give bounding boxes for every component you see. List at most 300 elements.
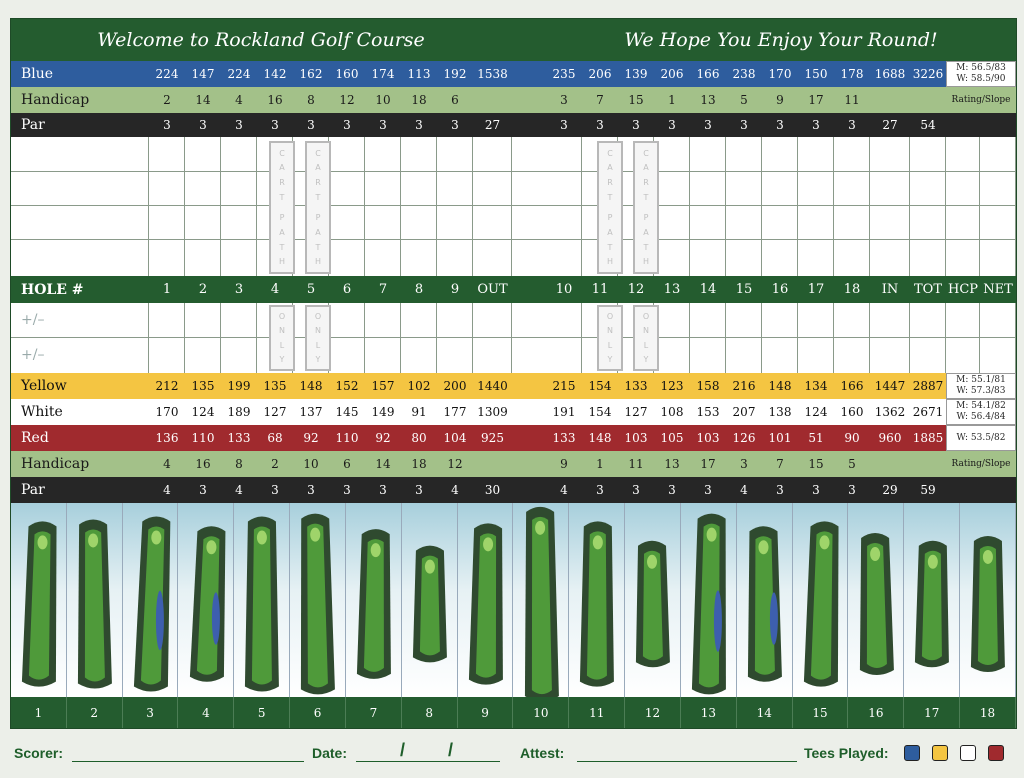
hole-number: 5 <box>306 282 316 297</box>
hole-map-graphic <box>625 503 681 697</box>
score-cell[interactable] <box>437 205 473 239</box>
score-cell[interactable] <box>946 303 980 337</box>
value-cell: 235 <box>552 67 576 81</box>
value-cell: 1362 <box>874 405 906 419</box>
green-shape <box>425 560 435 574</box>
cart-path-letter: N <box>279 326 285 336</box>
value-cell: 6 <box>451 93 459 107</box>
score-cell[interactable] <box>910 171 946 205</box>
score-cell[interactable] <box>870 171 910 205</box>
score-cell[interactable] <box>726 337 762 373</box>
hole-strip-number: 17 <box>904 697 960 728</box>
hole-strip-number: 18 <box>960 697 1016 728</box>
score-cell[interactable] <box>401 303 437 337</box>
scorecard <box>10 18 1017 729</box>
score-cell[interactable] <box>870 137 910 171</box>
row-handicap-bottom <box>11 451 1016 477</box>
score-cell[interactable] <box>762 303 798 337</box>
score-cell[interactable] <box>149 303 185 337</box>
score-cell[interactable] <box>910 239 946 276</box>
score-cell[interactable] <box>654 137 690 171</box>
cart-path-letter: R <box>643 178 649 188</box>
value-cell: 102 <box>407 379 431 393</box>
value-cell: 17 <box>700 457 716 471</box>
score-cell[interactable] <box>762 171 798 205</box>
value-cell: 3 <box>848 118 856 132</box>
score-cell[interactable] <box>365 239 401 276</box>
score-cell[interactable] <box>365 137 401 171</box>
score-cell[interactable] <box>473 205 512 239</box>
score-cell[interactable] <box>437 239 473 276</box>
hole-map-graphic <box>737 503 793 697</box>
score-cell[interactable] <box>473 239 512 276</box>
score-cell[interactable] <box>365 205 401 239</box>
score-cell[interactable] <box>980 337 1016 373</box>
scorer-line[interactable] <box>72 761 304 762</box>
date-line[interactable] <box>356 761 500 762</box>
cart-path-letter: N <box>315 326 321 336</box>
cart-path-letter: L <box>279 340 285 350</box>
score-cell[interactable] <box>870 239 910 276</box>
score-cell[interactable] <box>365 303 401 337</box>
score-cell[interactable] <box>690 171 726 205</box>
hole-map-18 <box>960 503 1016 697</box>
hole-map-graphic <box>458 503 514 697</box>
score-cell[interactable] <box>798 137 834 171</box>
score-cell[interactable] <box>329 303 365 337</box>
row-blank3 <box>11 205 1016 240</box>
value-cell: 137 <box>299 405 323 419</box>
rating-slope: Rating/Slope <box>951 95 1011 105</box>
hole-strip-number: 10 <box>514 697 570 728</box>
value-cell: 148 <box>299 379 323 393</box>
cart-path-letter: Y <box>643 354 649 364</box>
value-cell: 51 <box>808 431 824 445</box>
tee-checkbox-blue[interactable] <box>904 745 920 761</box>
score-cell[interactable] <box>654 171 690 205</box>
cart-path-letter: A <box>643 227 649 237</box>
cart-path-only-marker <box>269 305 295 371</box>
value-cell: 2671 <box>912 405 944 419</box>
value-cell: 1440 <box>477 379 508 393</box>
row-blue <box>11 61 1016 87</box>
cart-path-letter: T <box>643 192 649 202</box>
score-cell[interactable] <box>329 171 365 205</box>
value-cell: 3 <box>740 457 748 471</box>
value-cell: 14 <box>375 457 391 471</box>
score-cell[interactable] <box>546 337 582 373</box>
score-cell[interactable] <box>690 337 726 373</box>
value-cell: 9 <box>560 457 568 471</box>
score-cell[interactable] <box>946 137 980 171</box>
value-cell: 9 <box>776 93 784 107</box>
row-pm2 <box>11 337 1016 374</box>
hole-strip-number: 9 <box>458 697 514 728</box>
tee-checkbox-yellow[interactable] <box>932 745 948 761</box>
value-cell: 133 <box>552 431 576 445</box>
value-cell: 3 <box>668 118 676 132</box>
score-cell[interactable] <box>149 337 185 373</box>
value-cell: 3 <box>307 483 315 497</box>
hole-number: OUT <box>477 282 508 297</box>
score-cell[interactable] <box>546 303 582 337</box>
cart-path-letter: O <box>314 312 322 322</box>
score-cell[interactable] <box>798 303 834 337</box>
score-cell[interactable] <box>546 205 582 239</box>
score-cell[interactable] <box>910 303 946 337</box>
score-cell[interactable] <box>870 303 910 337</box>
hole-map-11 <box>569 503 625 697</box>
row-par-bottom <box>11 477 1016 503</box>
value-cell: 110 <box>335 431 359 445</box>
score-cell[interactable] <box>726 239 762 276</box>
hole-strip-number: 13 <box>681 697 737 728</box>
score-cell[interactable] <box>690 303 726 337</box>
score-cell[interactable] <box>654 205 690 239</box>
score-cell[interactable] <box>221 171 257 205</box>
value-cell: 8 <box>235 457 243 471</box>
value-cell: 10 <box>375 93 391 107</box>
score-cell[interactable] <box>946 337 980 373</box>
cart-path-letter: O <box>642 312 650 322</box>
value-cell: 3 <box>271 118 279 132</box>
score-cell[interactable] <box>980 205 1016 239</box>
scorer-label: Scorer: <box>14 745 64 761</box>
value-cell: 4 <box>740 483 748 497</box>
score-cell[interactable] <box>980 303 1016 337</box>
value-cell: 3 <box>379 483 387 497</box>
row-red <box>11 425 1016 451</box>
hole-number: 1 <box>162 282 172 297</box>
value-cell: 1447 <box>874 379 906 393</box>
hole-number: 16 <box>771 282 789 297</box>
hole-map-8 <box>402 503 458 697</box>
hole-map-graphic <box>290 503 346 697</box>
score-cell[interactable] <box>401 171 437 205</box>
score-cell[interactable] <box>798 205 834 239</box>
value-cell: 189 <box>227 405 251 419</box>
value-cell: 29 <box>882 483 898 497</box>
value-cell: 13 <box>664 457 680 471</box>
value-cell: 124 <box>804 405 828 419</box>
score-cell[interactable] <box>834 137 870 171</box>
hole-number: 13 <box>663 282 681 297</box>
hole-number: 4 <box>270 282 280 297</box>
value-cell: 3 <box>163 118 171 132</box>
score-cell[interactable] <box>726 137 762 171</box>
value-cell: 3 <box>596 118 604 132</box>
hole-map-6 <box>290 503 346 697</box>
value-cell: 154 <box>588 405 612 419</box>
score-cell[interactable] <box>473 303 512 337</box>
score-cell[interactable] <box>221 337 257 373</box>
score-cell[interactable] <box>437 303 473 337</box>
cart-path-letter: A <box>279 163 285 173</box>
row-handicap-top <box>11 87 1016 113</box>
score-cell[interactable] <box>798 239 834 276</box>
cart-path-letter: A <box>315 163 321 173</box>
hole-number: TOT <box>914 282 942 297</box>
value-cell: 160 <box>335 67 359 81</box>
hole-map-15 <box>793 503 849 697</box>
score-cell[interactable] <box>654 337 690 373</box>
score-cell[interactable] <box>221 303 257 337</box>
value-cell: 27 <box>484 118 501 132</box>
score-cell[interactable] <box>437 171 473 205</box>
value-cell: 5 <box>848 457 856 471</box>
score-cell[interactable] <box>473 137 512 171</box>
score-cell[interactable] <box>798 337 834 373</box>
score-cell[interactable] <box>221 205 257 239</box>
score-cell[interactable] <box>437 137 473 171</box>
cart-path-marker <box>633 141 659 274</box>
value-cell <box>870 451 910 477</box>
green-shape <box>38 535 48 549</box>
score-cell[interactable] <box>401 137 437 171</box>
hole-number: HCP <box>947 282 979 297</box>
score-cell[interactable] <box>798 171 834 205</box>
score-cell[interactable] <box>329 239 365 276</box>
rating-line: M: 54.1/82 <box>956 401 1006 411</box>
value-cell: 3226 <box>912 67 944 81</box>
cart-path-letter: P <box>315 213 321 223</box>
score-cell[interactable] <box>546 239 582 276</box>
value-cell: 127 <box>263 405 287 419</box>
hole-number: 15 <box>735 282 753 297</box>
score-cell[interactable] <box>834 239 870 276</box>
score-cell[interactable] <box>473 171 512 205</box>
cart-path-only-marker <box>597 305 623 371</box>
score-cell[interactable] <box>980 171 1016 205</box>
score-cell[interactable] <box>910 205 946 239</box>
value-cell: 150 <box>804 67 828 81</box>
hole-strip-number: 14 <box>737 697 793 728</box>
hole-strip-number: 11 <box>569 697 625 728</box>
score-cell[interactable] <box>185 337 221 373</box>
value-cell: 215 <box>552 379 576 393</box>
value-cell: 3 <box>668 483 676 497</box>
hole-map-9 <box>458 503 514 697</box>
value-cell: 925 <box>481 431 504 445</box>
score-cell[interactable] <box>946 171 980 205</box>
score-cell[interactable] <box>221 137 257 171</box>
score-cell[interactable] <box>910 137 946 171</box>
hole-number: 2 <box>198 282 208 297</box>
score-cell[interactable] <box>546 171 582 205</box>
value-cell: 157 <box>371 379 395 393</box>
hole-strip-number: 7 <box>346 697 402 728</box>
score-cell[interactable] <box>946 239 980 276</box>
cart-path-letter: P <box>279 213 285 223</box>
rating-slope <box>946 61 1016 87</box>
rating-line: W: 56.4/84 <box>956 412 1006 422</box>
value-cell: 3 <box>271 483 279 497</box>
score-cell[interactable] <box>762 337 798 373</box>
score-cell[interactable] <box>762 137 798 171</box>
value-cell: 18 <box>411 457 427 471</box>
value-cell: 160 <box>840 405 864 419</box>
score-cell[interactable] <box>401 337 437 373</box>
value-cell: 3 <box>235 118 243 132</box>
score-cell[interactable] <box>149 171 185 205</box>
hole-map-14 <box>737 503 793 697</box>
green-shape <box>928 555 938 569</box>
cart-path-letter: T <box>279 242 285 252</box>
score-cell[interactable] <box>834 205 870 239</box>
row-white <box>11 399 1016 426</box>
hole-strip-number: 2 <box>67 697 123 728</box>
water-hazard-shape <box>770 592 778 644</box>
tee-checkbox-white[interactable] <box>960 745 976 761</box>
value-cell: 92 <box>375 431 391 445</box>
value-cell: 3 <box>812 483 820 497</box>
value-cell: 142 <box>263 67 287 81</box>
score-cell[interactable] <box>221 239 257 276</box>
score-cell[interactable] <box>980 137 1016 171</box>
value-cell: 199 <box>227 379 251 393</box>
score-cell[interactable] <box>473 337 512 373</box>
row-hole <box>11 276 1016 303</box>
value-cell: 153 <box>696 405 720 419</box>
green-shape <box>310 528 320 542</box>
welcome-title: Welcome to Rockland Golf Course <box>97 29 425 51</box>
score-cell[interactable] <box>726 171 762 205</box>
cart-path-letter: H <box>642 257 649 267</box>
white-label: White <box>21 404 63 420</box>
score-cell[interactable] <box>690 205 726 239</box>
score-cell[interactable] <box>185 239 221 276</box>
value-cell: 4 <box>560 483 568 497</box>
value-cell: 216 <box>732 379 756 393</box>
par-top-label: Par <box>21 117 45 133</box>
hole-map-3 <box>123 503 179 697</box>
value-cell: 1 <box>596 457 604 471</box>
cart-path-letter: T <box>315 192 321 202</box>
cart-path-letter: Y <box>315 354 321 364</box>
value-cell: 7 <box>596 93 604 107</box>
hole-map-graphic <box>123 503 179 697</box>
value-cell <box>870 87 910 113</box>
value-cell: 207 <box>732 405 756 419</box>
score-cell[interactable] <box>834 171 870 205</box>
green-shape <box>371 543 381 557</box>
value-cell: 1688 <box>874 67 906 81</box>
value-cell: 3 <box>776 483 784 497</box>
score-cell[interactable] <box>726 303 762 337</box>
value-cell: 139 <box>624 67 648 81</box>
score-cell[interactable] <box>870 337 910 373</box>
hole-map-16 <box>849 503 905 697</box>
score-cell[interactable] <box>437 337 473 373</box>
score-cell[interactable] <box>185 303 221 337</box>
score-cell[interactable] <box>546 137 582 171</box>
score-cell[interactable] <box>762 205 798 239</box>
value-cell: 7 <box>776 457 784 471</box>
score-cell[interactable] <box>946 205 980 239</box>
score-name-cell[interactable] <box>11 205 149 239</box>
score-cell[interactable] <box>654 239 690 276</box>
value-cell: 4 <box>235 93 243 107</box>
score-cell[interactable] <box>870 205 910 239</box>
score-cell[interactable] <box>726 205 762 239</box>
score-cell[interactable] <box>980 239 1016 276</box>
value-cell: 30 <box>484 483 501 497</box>
cart-path-letter: R <box>607 178 613 188</box>
cart-path-letter: A <box>607 163 613 173</box>
score-cell[interactable] <box>401 239 437 276</box>
green-shape <box>707 528 717 542</box>
value-cell: 103 <box>624 431 648 445</box>
score-cell[interactable] <box>185 137 221 171</box>
cart-path-marker <box>305 141 331 274</box>
score-cell[interactable] <box>149 137 185 171</box>
score-cell[interactable] <box>329 137 365 171</box>
score-cell[interactable] <box>185 171 221 205</box>
score-cell[interactable] <box>149 205 185 239</box>
score-cell[interactable] <box>365 337 401 373</box>
score-cell[interactable] <box>834 303 870 337</box>
hole-strip-number: 5 <box>234 697 290 728</box>
score-cell[interactable] <box>149 239 185 276</box>
value-cell: 3 <box>632 483 640 497</box>
tee-checkbox-red[interactable] <box>988 745 1004 761</box>
value-cell: 3 <box>596 483 604 497</box>
value-cell: 3 <box>776 118 784 132</box>
cart-path-letter: Y <box>607 354 613 364</box>
hole-map-10 <box>514 503 570 697</box>
hole-number: 12 <box>627 282 645 297</box>
score-cell[interactable] <box>690 137 726 171</box>
cart-path-letter: A <box>315 227 321 237</box>
row-blank1 <box>11 137 1016 172</box>
plus-minus-label: +/– <box>11 303 149 337</box>
value-cell: 8 <box>307 93 315 107</box>
attest-line[interactable] <box>577 761 797 762</box>
score-name-cell[interactable] <box>11 171 149 205</box>
cart-path-letter: L <box>643 340 649 350</box>
score-name-cell[interactable] <box>11 137 149 171</box>
score-cell[interactable] <box>834 337 870 373</box>
value-cell: 170 <box>768 67 792 81</box>
score-cell[interactable] <box>365 171 401 205</box>
score-cell[interactable] <box>910 337 946 373</box>
score-name-cell[interactable] <box>11 239 149 276</box>
cart-path-letter: O <box>278 312 286 322</box>
value-cell: 133 <box>624 379 648 393</box>
value-cell: 154 <box>588 379 612 393</box>
score-cell[interactable] <box>401 205 437 239</box>
value-cell: 152 <box>335 379 359 393</box>
cart-path-letter: A <box>643 163 649 173</box>
cart-path-only-marker <box>305 305 331 371</box>
score-cell[interactable] <box>185 205 221 239</box>
score-cell[interactable] <box>690 239 726 276</box>
value-cell: 15 <box>628 93 644 107</box>
cart-path-letter: T <box>315 242 321 252</box>
value-cell: 192 <box>443 67 467 81</box>
score-cell[interactable] <box>762 239 798 276</box>
value-cell: 16 <box>195 457 211 471</box>
value-cell: 138 <box>768 405 792 419</box>
score-cell[interactable] <box>329 205 365 239</box>
value-cell: 3 <box>704 118 712 132</box>
value-cell: 174 <box>371 67 395 81</box>
value-cell: 134 <box>804 379 828 393</box>
cart-path-letter: C <box>643 148 649 158</box>
score-cell[interactable] <box>654 303 690 337</box>
value-cell: 11 <box>844 93 860 107</box>
score-cell[interactable] <box>329 337 365 373</box>
